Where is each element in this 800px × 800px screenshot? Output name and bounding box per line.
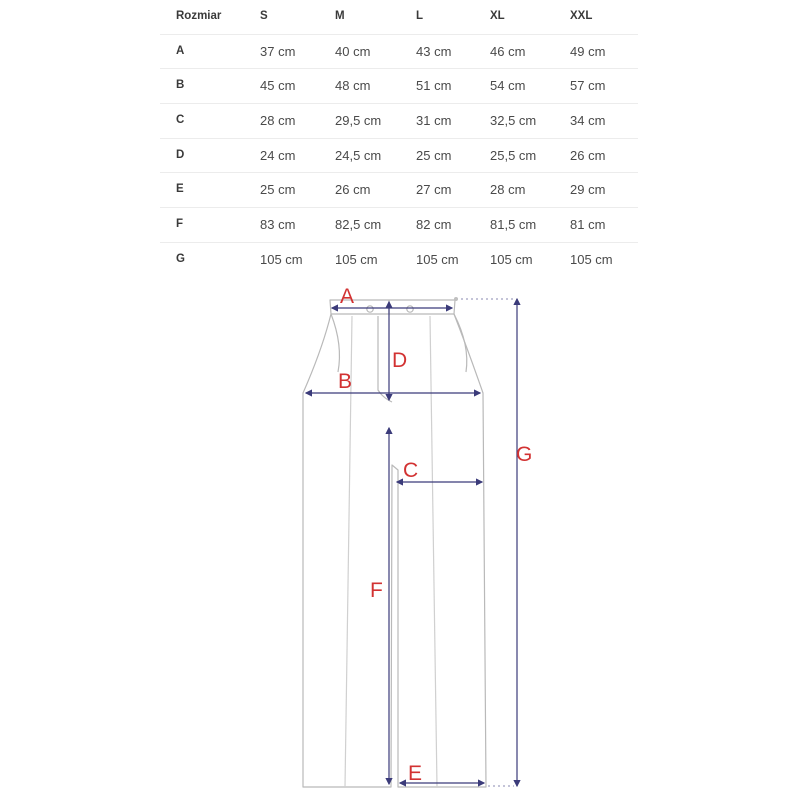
table-cell: 24,5 cm (335, 147, 382, 163)
dimension-label-e: E (408, 762, 423, 785)
table-cell: 26 cm (570, 147, 606, 163)
dimension-label-g: G (516, 443, 533, 466)
row-label: B (176, 79, 185, 92)
table-cell: 54 cm (490, 78, 526, 94)
right-pocket (454, 314, 467, 372)
table-cell: 51 cm (416, 78, 452, 94)
row-label: D (176, 148, 185, 161)
table-cell: 43 cm (416, 43, 452, 59)
row-label: C (176, 114, 185, 127)
header-size-xxl: XXL (570, 10, 593, 22)
table-cell: 49 cm (570, 43, 606, 59)
fly-seam (378, 316, 392, 402)
table-cell: 29,5 cm (335, 113, 382, 129)
row-label: F (176, 218, 184, 231)
table-cell: 37 cm (260, 43, 296, 59)
dimension-label-b: B (338, 370, 353, 393)
right-crease (430, 316, 437, 787)
waistband-button-right (407, 306, 413, 312)
table-cell: 83 cm (260, 217, 296, 233)
table-cell: 26 cm (335, 182, 371, 198)
header-size-xl: XL (490, 10, 505, 22)
table-cell: 31 cm (416, 113, 452, 129)
table-cell: 27 cm (416, 182, 452, 198)
table-cell: 46 cm (490, 43, 526, 59)
trousers-outline (303, 300, 486, 787)
row-label: A (176, 44, 185, 57)
table-cell: 40 cm (335, 43, 371, 59)
table-cell: 105 cm (260, 251, 303, 267)
left-pocket (331, 314, 339, 372)
table-cell: 25 cm (260, 182, 296, 198)
table-cell: 29 cm (570, 182, 606, 198)
table-cell: 105 cm (570, 251, 613, 267)
header-size-s: S (260, 10, 268, 22)
row-label: G (176, 252, 185, 265)
row-label: E (176, 183, 184, 196)
table-cell: 25,5 cm (490, 147, 537, 163)
dimension-labels (338, 285, 532, 785)
header-size-m: M (335, 10, 345, 22)
header-size-label: Rozmiar (176, 10, 222, 22)
table-cell: 28 cm (490, 182, 526, 198)
table-cell: 57 cm (570, 78, 606, 94)
table-cell: 82 cm (416, 217, 452, 233)
guide-dot (454, 297, 458, 301)
dimension-label-c: C (403, 459, 419, 482)
trousers-body (303, 314, 486, 787)
table-cell: 105 cm (490, 251, 533, 267)
table-cell: 32,5 cm (490, 113, 537, 129)
dimension-label-f: F (370, 579, 383, 602)
waistband-button-left (367, 306, 373, 312)
table-cell: 25 cm (416, 147, 452, 163)
table-cell: 28 cm (260, 113, 296, 129)
table-cell: 105 cm (416, 251, 459, 267)
dimension-label-d: D (392, 349, 408, 372)
table-cell: 81 cm (570, 217, 606, 233)
table-cell: 24 cm (260, 147, 296, 163)
dimension-label-a: A (340, 285, 355, 308)
table-cell: 45 cm (260, 78, 296, 94)
table-cell: 34 cm (570, 113, 606, 129)
table-cell: 105 cm (335, 251, 378, 267)
table-cell: 81,5 cm (490, 217, 537, 233)
table-cell: 48 cm (335, 78, 371, 94)
header-size-l: L (416, 10, 424, 22)
table-cell: 82,5 cm (335, 217, 382, 233)
